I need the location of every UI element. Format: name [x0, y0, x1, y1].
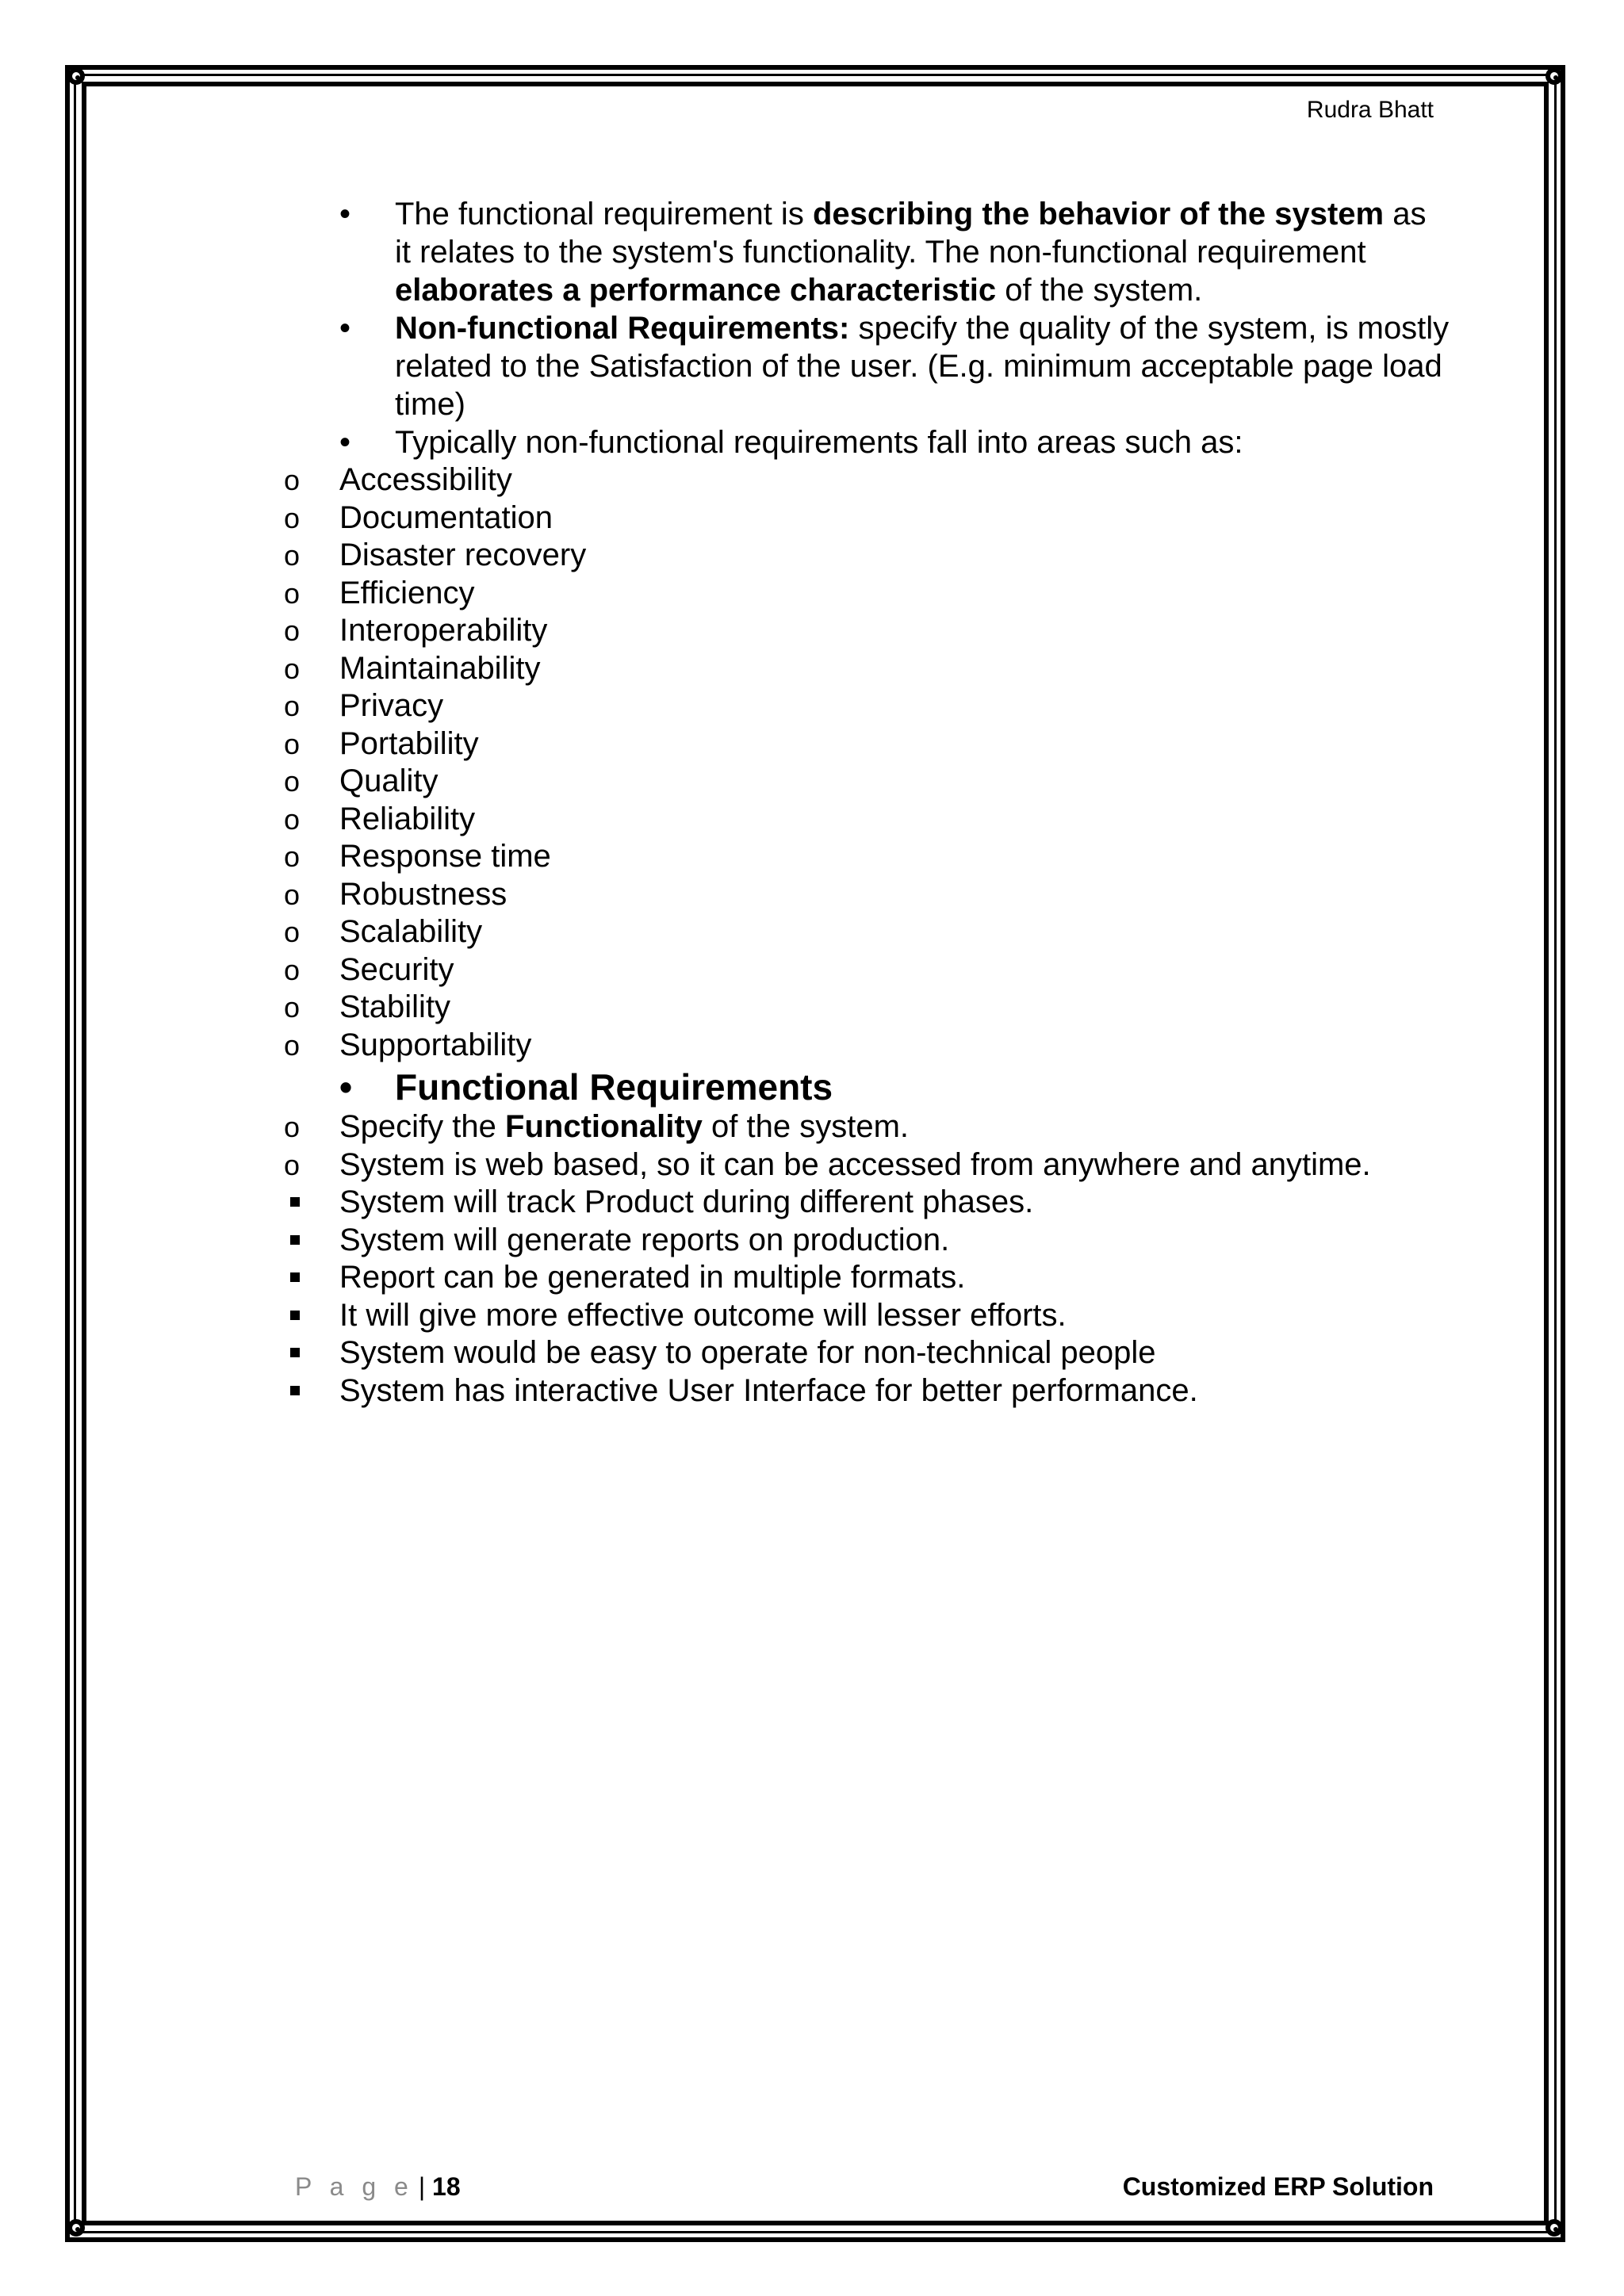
- list-item: o Supportability: [284, 1027, 532, 1062]
- list-item: o Reliability: [284, 801, 476, 836]
- list-item: o System is web based, so it can be accessed from anywhere and anytime.: [284, 1146, 1371, 1182]
- square-bullet-icon: [290, 1235, 300, 1245]
- list-item: System has interactive User Interface for better performance.: [339, 1372, 1450, 1410]
- list-item: System will generate reports on production.: [339, 1222, 1450, 1260]
- list-item: Report can be generated in multiple formats.: [339, 1259, 1450, 1297]
- section-heading-functional-requirements: • Functional Requirements: [339, 1066, 1450, 1108]
- list-item: System will track Product during different phases.: [339, 1184, 1450, 1222]
- list-item: o Stability: [284, 989, 451, 1024]
- list-item: System would be easy to operate for non-technical people: [339, 1334, 1450, 1372]
- list-item: o Maintainability: [284, 650, 541, 686]
- list-item: o Accessibility: [284, 462, 512, 497]
- bullet-nonfunctional-requirements: • Non-functional Requirements: specify the quality of the system, is mostly related to the Satisfaction of the user. (E.g. minimum acceptable page load time): [339, 309, 1450, 423]
- list-item: o Interoperability: [284, 613, 548, 648]
- footer-doc-title: Customized ERP Solution: [1122, 2172, 1434, 2201]
- corner-ornament-icon: [67, 67, 85, 85]
- functional-requirements-list: [284, 1108, 1450, 1184]
- corner-ornament-icon: [1545, 2219, 1563, 2237]
- list-item: o Scalability: [284, 914, 483, 949]
- square-bullet-icon: [290, 1348, 300, 1357]
- list-item: o Security: [284, 951, 454, 987]
- corner-ornament-icon: [67, 2219, 85, 2237]
- list-item: o Disaster recovery: [284, 538, 587, 572]
- page-number: P a g e | 18: [295, 2172, 461, 2201]
- list-item: o Specify the Functionality of the system.: [284, 1109, 910, 1144]
- list-item: o Response time: [284, 839, 551, 874]
- list-item: o Quality: [284, 763, 439, 798]
- corner-ornament-icon: [1545, 67, 1563, 85]
- list-item: o Privacy: [284, 688, 444, 723]
- list-item: o Efficiency: [284, 575, 475, 610]
- list-item: o Documentation: [284, 499, 553, 535]
- functional-points-list: [339, 1184, 1450, 1410]
- list-item: It will give more effective outcome will lesser efforts.: [339, 1297, 1450, 1335]
- nonfunctional-areas-list: [284, 461, 1450, 1064]
- bullet-functional-vs-nonfunctional: • The functional requirement is describing the behavior of the system as it relates to the system's functionality. The non-functional requirement elaborates a performance characteristic of the system.: [339, 195, 1450, 309]
- list-item: o Robustness: [284, 876, 508, 912]
- header-author: Rudra Bhatt: [1306, 97, 1434, 123]
- square-bullet-icon: [290, 1311, 300, 1320]
- square-bullet-icon: [290, 1197, 300, 1207]
- bullet-nonfunctional-areas: • Typically non-functional requirements fall into areas such as:: [339, 423, 1450, 461]
- list-item: o Portability: [284, 725, 479, 761]
- square-bullet-icon: [290, 1386, 300, 1395]
- document-body: [284, 195, 1450, 1410]
- square-bullet-icon: [290, 1272, 300, 1282]
